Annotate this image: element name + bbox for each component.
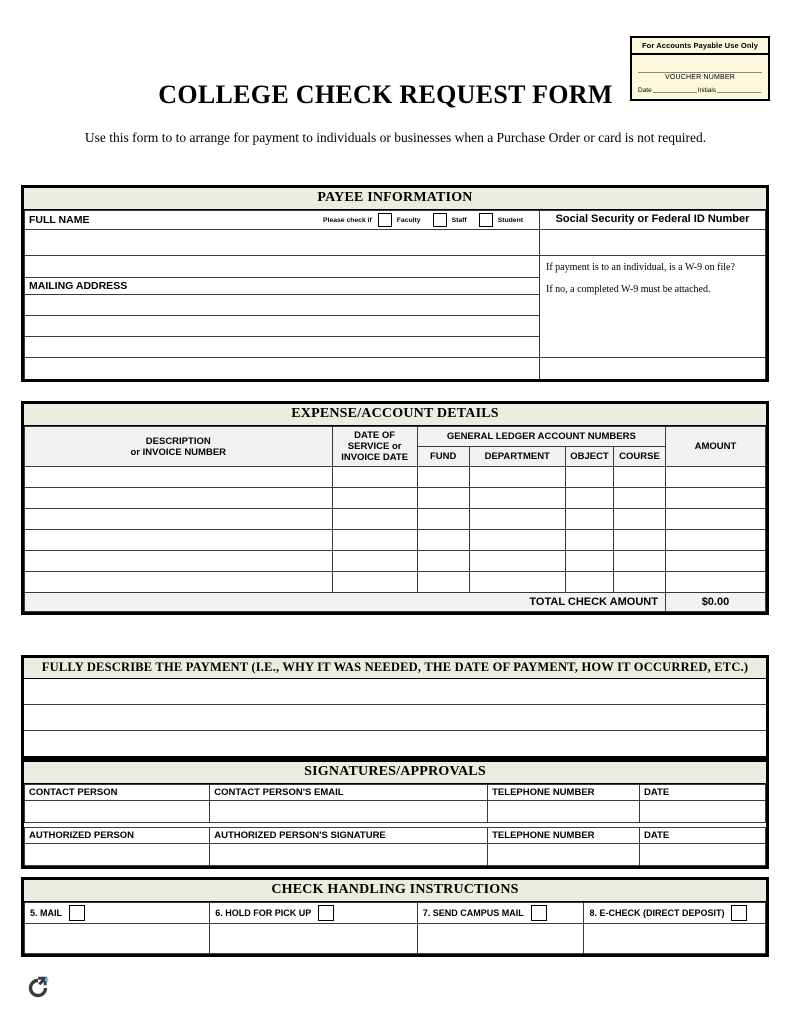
cell-course[interactable] (614, 530, 666, 551)
full-name-label: FULL NAME (29, 214, 90, 226)
col-header-date-line2: SERVICE or (347, 441, 402, 452)
cell-course[interactable] (614, 572, 666, 593)
table-row[interactable] (25, 551, 766, 572)
cell-amount[interactable] (665, 530, 765, 551)
full-name-header-cell (25, 211, 540, 230)
voucher-initials-label: Initials (697, 87, 717, 94)
cell-department[interactable] (469, 530, 565, 551)
cell-fund[interactable] (417, 467, 469, 488)
describe-payment-line-3[interactable] (24, 731, 766, 756)
handling-option-campus-mail-label: 7. SEND CAMPUS MAIL (422, 908, 524, 918)
col-header-description-line2: or INVOICE NUMBER (130, 446, 227, 458)
cell-description[interactable] (25, 530, 333, 551)
cell-date[interactable] (332, 530, 417, 551)
describe-payment-banner: FULLY DESCRIBE THE PAYMENT (I.E., WHY IT WAS NEEDED, THE DATE OF PAYMENT, HOW IT OCCURRED, ETC.) (24, 658, 766, 679)
table-row[interactable] (25, 572, 766, 593)
total-row (25, 593, 766, 612)
contact-email-input[interactable] (210, 801, 488, 823)
expense-rows-body (25, 467, 766, 612)
contact-telephone-input[interactable] (488, 801, 640, 823)
checkbox-faculty[interactable] (378, 213, 392, 227)
handling-option-campus-mail[interactable] (417, 903, 584, 924)
authorized-date-label: DATE (640, 828, 766, 844)
payee-information-table (24, 210, 766, 379)
col-header-object: OBJECT (565, 447, 613, 467)
table-row[interactable] (25, 467, 766, 488)
cell-department[interactable] (469, 572, 565, 593)
page-title: COLLEGE CHECK REQUEST FORM (158, 80, 613, 109)
cell-course[interactable] (614, 509, 666, 530)
describe-payment-line-2[interactable] (24, 705, 766, 731)
authorized-person-input[interactable] (25, 844, 210, 866)
cell-fund[interactable] (417, 551, 469, 572)
checkbox-mail[interactable] (69, 905, 85, 921)
voucher-number-label: VOUCHER NUMBER (664, 74, 736, 81)
ssn-fed-id-input[interactable] (539, 230, 765, 256)
checkbox-staff[interactable] (433, 213, 447, 227)
mailing-address-line-2[interactable] (25, 316, 540, 337)
voucher-date-label: Date (638, 87, 652, 94)
cell-date[interactable] (332, 467, 417, 488)
cell-amount[interactable] (665, 488, 765, 509)
expense-account-details-table (24, 426, 766, 612)
cell-object[interactable] (565, 488, 613, 509)
cell-department[interactable] (469, 488, 565, 509)
full-name-input-secondary[interactable] (25, 256, 540, 278)
col-header-date-line3: INVOICE DATE (341, 452, 409, 463)
w9-note-text: If no, a completed W-9 must be attached. (545, 283, 711, 295)
handling-option-hold-label: 6. HOLD FOR PICK UP (215, 908, 312, 918)
contact-telephone-label: TELEPHONE NUMBER (488, 785, 640, 801)
page-subtitle: Use this form to to arrange for payment to individuals or businesses when a Purchase Order or card is not required. (84, 130, 707, 145)
checkbox-hold-for-pickup[interactable] (318, 905, 334, 921)
mailing-address-line-4[interactable] (25, 358, 540, 379)
authorized-telephone-label: TELEPHONE NUMBER (488, 828, 640, 844)
cell-date[interactable] (332, 551, 417, 572)
check-handling-instructions-section (21, 877, 769, 957)
cell-object[interactable] (565, 530, 613, 551)
handling-option-mail-label: 5. MAIL (30, 908, 63, 918)
cell-course[interactable] (614, 488, 666, 509)
handling-note-mail[interactable] (25, 924, 210, 954)
cell-object[interactable] (565, 572, 613, 593)
authorized-person-label: AUTHORIZED PERSON (25, 828, 210, 844)
cell-fund[interactable] (417, 509, 469, 530)
handling-note-campus-mail[interactable] (417, 924, 584, 954)
signatures-approvals-banner: SIGNATURES/APPROVALS (24, 762, 766, 784)
cell-description[interactable] (25, 572, 333, 593)
mailing-address-line-3[interactable] (25, 337, 540, 358)
authorized-telephone-input[interactable] (488, 844, 640, 866)
table-row[interactable] (25, 509, 766, 530)
col-header-description-line1: DESCRIPTION (145, 435, 211, 447)
payee-information-banner: PAYEE INFORMATION (24, 188, 766, 210)
cell-amount[interactable] (665, 509, 765, 530)
table-row[interactable] (25, 488, 766, 509)
handling-option-hold-for-pickup[interactable] (210, 903, 417, 924)
authorized-date-input[interactable] (640, 844, 766, 866)
expense-account-details-banner: EXPENSE/ACCOUNT DETAILS (24, 404, 766, 426)
authorized-signature-label: AUTHORIZED PERSON'S SIGNATURE (210, 828, 488, 844)
cell-fund[interactable] (417, 530, 469, 551)
cell-department[interactable] (469, 509, 565, 530)
cell-amount[interactable] (665, 467, 765, 488)
col-header-date-of-service (332, 427, 417, 467)
cell-object[interactable] (565, 467, 613, 488)
checkbox-echeck[interactable] (731, 905, 747, 921)
ssn-fed-id-label: Social Security or Federal ID Number (539, 211, 765, 230)
payee-information-section (21, 185, 769, 382)
total-check-amount-value: $0.00 (665, 593, 765, 612)
table-row[interactable] (25, 530, 766, 551)
cell-amount[interactable] (665, 572, 765, 593)
voucher-number-rule (638, 64, 762, 73)
col-header-amount: AMOUNT (665, 427, 765, 467)
signatures-approvals-table (24, 784, 766, 866)
cell-course[interactable] (614, 467, 666, 488)
authorized-signature-input[interactable] (210, 844, 488, 866)
please-check-if-label: Please check if (323, 216, 372, 224)
describe-payment-section (21, 655, 769, 759)
check-handling-instructions-banner: CHECK HANDLING INSTRUCTIONS (24, 880, 766, 902)
w9-answer-input[interactable] (539, 358, 765, 379)
voucher-box-title: For Accounts Payable Use Only (632, 38, 768, 55)
contact-date-label: DATE (640, 785, 766, 801)
mailing-address-label: MAILING ADDRESS (25, 278, 540, 295)
col-header-general-ledger-group: GENERAL LEDGER ACCOUNT NUMBERS (417, 427, 665, 447)
contact-person-input[interactable] (25, 801, 210, 823)
cell-object[interactable] (565, 509, 613, 530)
checkbox-student-label: Student (497, 216, 523, 224)
cell-description[interactable] (25, 488, 333, 509)
col-header-description (25, 427, 333, 467)
contact-email-label: CONTACT PERSON'S EMAIL (210, 785, 488, 801)
handling-note-hold[interactable] (210, 924, 417, 954)
cell-description[interactable] (25, 467, 333, 488)
cell-course[interactable] (614, 551, 666, 572)
checkbox-staff-label: Staff (451, 216, 467, 224)
checkbox-faculty-label: Faculty (396, 216, 421, 224)
full-name-input[interactable] (25, 230, 540, 256)
cell-fund[interactable] (417, 572, 469, 593)
signatures-approvals-section (21, 759, 769, 869)
expense-account-details-section (21, 401, 769, 615)
contact-date-input[interactable] (640, 801, 766, 823)
cell-department[interactable] (469, 467, 565, 488)
cell-department[interactable] (469, 551, 565, 572)
checkbox-student[interactable] (479, 213, 493, 227)
col-header-department: DEPARTMENT (469, 447, 565, 467)
handling-option-echeck-label: 8. E-CHECK (DIRECT DEPOSIT) (589, 908, 725, 918)
checkbox-campus-mail[interactable] (531, 905, 547, 921)
col-header-course: COURSE (614, 447, 666, 467)
cell-date[interactable] (332, 488, 417, 509)
cell-date[interactable] (332, 509, 417, 530)
handling-note-echeck[interactable] (584, 924, 766, 954)
cell-amount[interactable] (665, 551, 765, 572)
cell-description[interactable] (25, 509, 333, 530)
col-header-date-line1: DATE OF (354, 430, 396, 441)
cell-description[interactable] (25, 551, 333, 572)
describe-payment-line-1[interactable] (24, 679, 766, 705)
check-handling-table (24, 902, 766, 954)
handling-option-echeck[interactable] (584, 903, 766, 924)
total-check-amount-label: TOTAL CHECK AMOUNT (25, 593, 666, 612)
cell-fund[interactable] (417, 488, 469, 509)
cell-object[interactable] (565, 551, 613, 572)
handling-option-mail[interactable] (25, 903, 210, 924)
cell-date[interactable] (332, 572, 417, 593)
contact-person-label: CONTACT PERSON (25, 785, 210, 801)
refresh-share-icon[interactable] (25, 975, 51, 1001)
col-header-fund: FUND (417, 447, 469, 467)
w9-question-text: If payment is to an individual, is a W-9 on file? (545, 262, 735, 273)
mailing-address-line-1[interactable] (25, 295, 540, 316)
w9-instructions-cell (539, 256, 765, 358)
